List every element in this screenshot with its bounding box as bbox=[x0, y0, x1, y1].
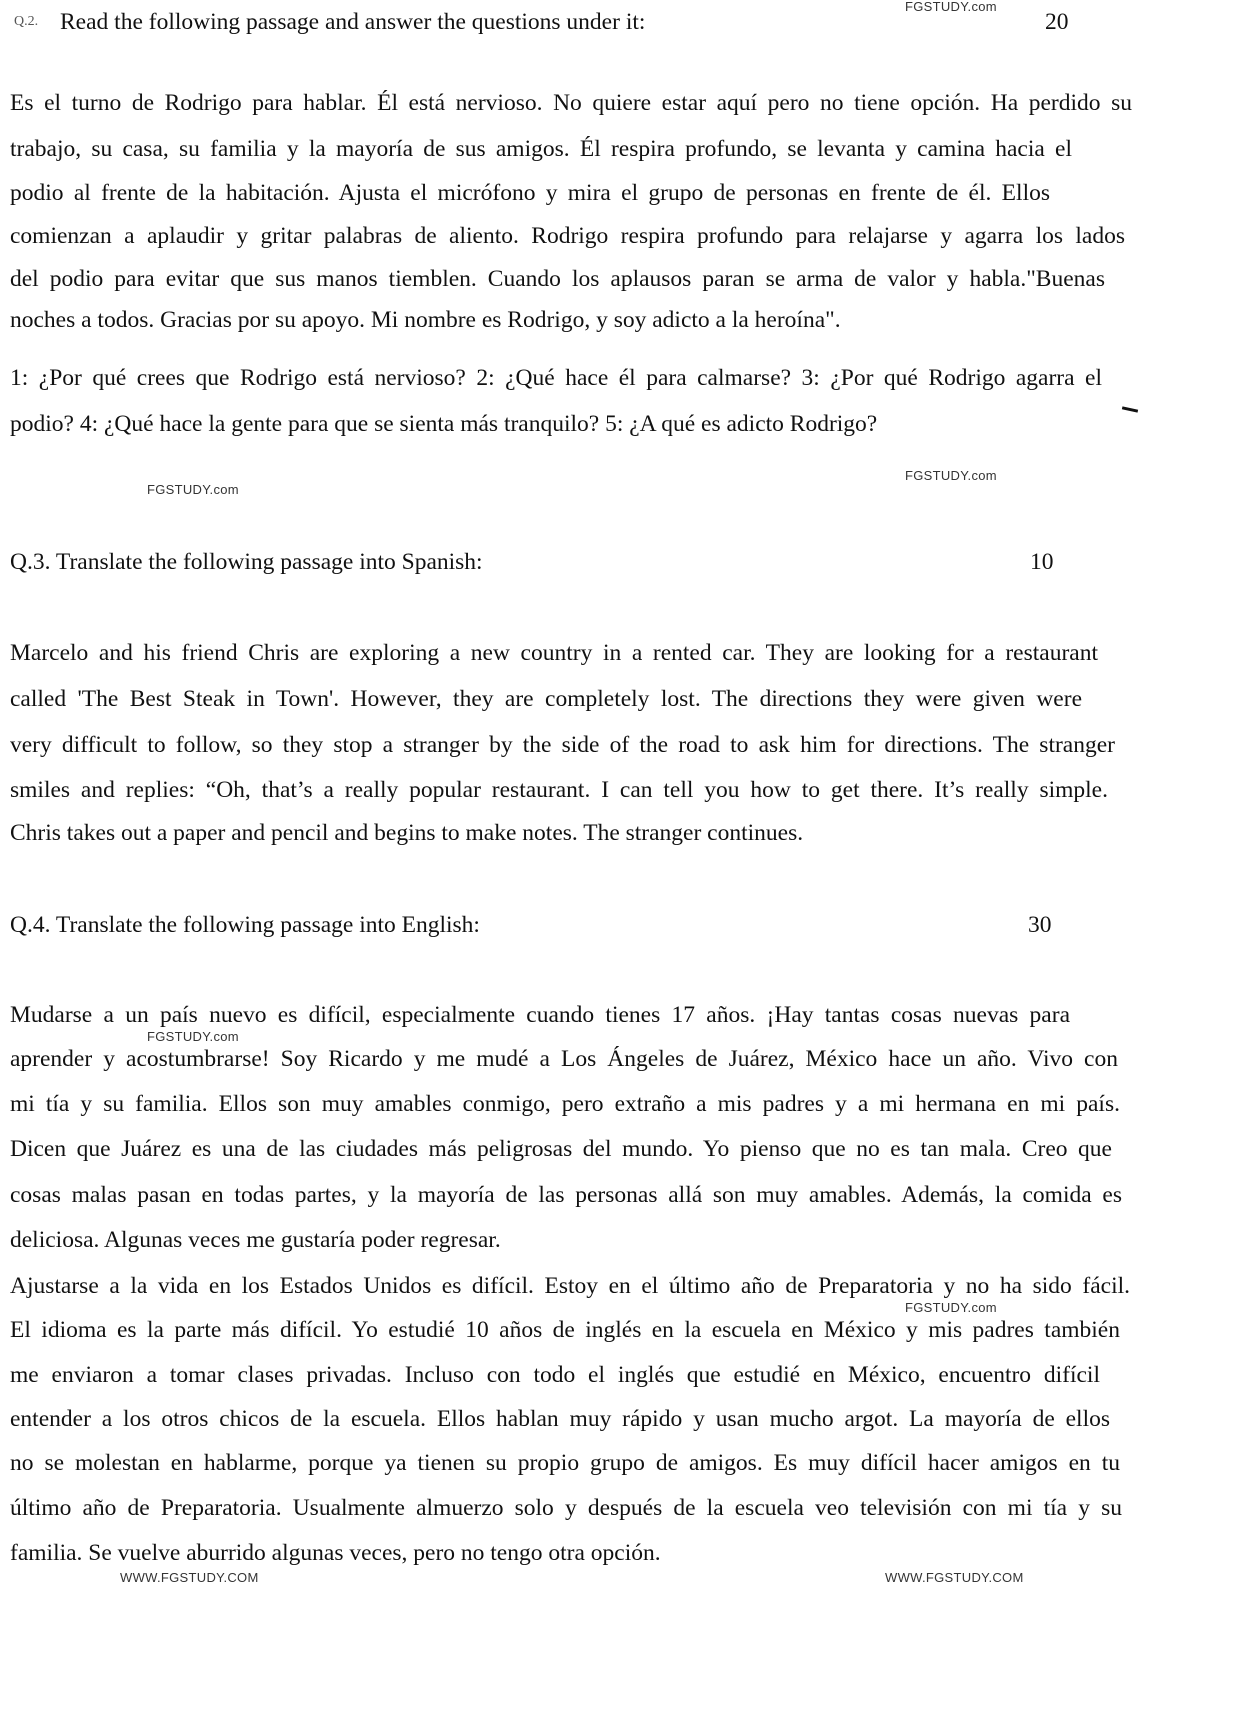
question-4-title: Q.4. Translate the following passage into English: bbox=[10, 912, 480, 938]
question-line: podio? 4: ¿Qué hace la gente para que se sienta más tranquilo? 5: ¿A qué es adicto Rodrigo? bbox=[10, 411, 878, 437]
passage-line: mi tía y su familia. Ellos son muy amables conmigo, pero extraño a mis padres y a mi hermana en mi país. bbox=[10, 1091, 1120, 1117]
watermark: FGSTUDY.com bbox=[147, 1029, 239, 1044]
passage-line: cosas malas pasan en todas partes, y la mayoría de las personas allá son muy amables. Además, la comida es bbox=[10, 1182, 1122, 1208]
passage-line: entender a los otros chicos de la escuela. Ellos hablan muy rápido y usan mucho argot. La mayoría de ellos bbox=[10, 1406, 1110, 1432]
passage-line: del podio para evitar que sus manos tiemblen. Cuando los aplausos paran se arma de valor y habla."Buenas bbox=[10, 266, 1105, 292]
question-3-marks: 10 bbox=[1030, 549, 1054, 575]
passage-line: Chris takes out a paper and pencil and begins to make notes. The stranger continues. bbox=[10, 820, 804, 846]
passage-line: very difficult to follow, so they stop a stranger by the side of the road to ask him for directions. The stranger bbox=[10, 732, 1115, 758]
passage-line: Dicen que Juárez es una de las ciudades más peligrosas del mundo. Yo pienso que no es tan mala. Creo que bbox=[10, 1136, 1112, 1162]
watermark: WWW.FGSTUDY.COM bbox=[120, 1570, 259, 1585]
passage-line: Mudarse a un país nuevo es difícil, especialmente cuando tienes 17 años. ¡Hay tantas cosas nuevas para bbox=[10, 1002, 1070, 1028]
watermark: FGSTUDY.com bbox=[147, 482, 239, 497]
watermark: FGSTUDY.com bbox=[905, 468, 997, 483]
question-2-title: Read the following passage and answer the questions under it: bbox=[60, 9, 646, 35]
passage-line: called 'The Best Steak in Town'. However, they are completely lost. The directions they were given were bbox=[10, 686, 1082, 712]
passage-line: trabajo, su casa, su familia y la mayoría de sus amigos. Él respira profundo, se levanta y camina hacia el bbox=[10, 136, 1072, 162]
question-2-marks: 20 bbox=[1045, 9, 1069, 35]
passage-line: comienzan a aplaudir y gritar palabras de aliento. Rodrigo respira profundo para relajarse y agarra los lados bbox=[10, 223, 1125, 249]
passage-line: aprender y acostumbrarse! Soy Ricardo y me mudé a Los Ángeles de Juárez, México hace un año. Vivo con bbox=[10, 1046, 1118, 1072]
scan-mark bbox=[1122, 406, 1138, 412]
passage-line: deliciosa. Algunas veces me gustaría poder regresar. bbox=[10, 1227, 501, 1253]
passage-line: Es el turno de Rodrigo para hablar. Él está nervioso. No quiere estar aquí pero no tiene opción. Ha perdido su bbox=[10, 90, 1132, 116]
watermark: WWW.FGSTUDY.COM bbox=[885, 1570, 1024, 1585]
passage-line: me enviaron a tomar clases privadas. Incluso con todo el inglés que estudié en México, encuentro difícil bbox=[10, 1362, 1100, 1388]
passage-line: último año de Preparatoria. Usualmente almuerzo solo y después de la escuela veo televisión con mi tía y su bbox=[10, 1495, 1122, 1521]
passage-line: smiles and replies: “Oh, that’s a really popular restaurant. I can tell you how to get there. It’s really simple. bbox=[10, 777, 1108, 803]
passage-line: Marcelo and his friend Chris are exploring a new country in a rented car. They are looking for a restaurant bbox=[10, 640, 1098, 666]
watermark: FGSTUDY.com bbox=[905, 0, 997, 14]
passage-line: podio al frente de la habitación. Ajusta el micrófono y mira el grupo de personas en frente de él. Ellos bbox=[10, 180, 1050, 206]
passage-line: El idioma es la parte más difícil. Yo estudié 10 años de inglés en la escuela en México y mis padres también bbox=[10, 1317, 1120, 1343]
question-4-marks: 30 bbox=[1028, 912, 1052, 938]
passage-line: noches a todos. Gracias por su apoyo. Mi nombre es Rodrigo, y soy adicto a la heroína". bbox=[10, 307, 841, 333]
question-line: 1: ¿Por qué crees que Rodrigo está nervioso? 2: ¿Qué hace él para calmarse? 3: ¿Por qué Rodrigo agarra el bbox=[10, 365, 1102, 391]
question-number-prefix: Q.2. bbox=[14, 14, 39, 29]
passage-line: Ajustarse a la vida en los Estados Unidos es difícil. Estoy en el último año de Preparatoria y no ha sido fácil. bbox=[10, 1273, 1130, 1299]
watermark: FGSTUDY.com bbox=[905, 1300, 997, 1315]
passage-line: no se molestan en hablarme, porque ya tienen su propio grupo de amigos. Es muy difícil hacer amigos en tu bbox=[10, 1450, 1120, 1476]
passage-line: familia. Se vuelve aburrido algunas veces, pero no tengo otra opción. bbox=[10, 1540, 661, 1566]
question-3-title: Q.3. Translate the following passage into Spanish: bbox=[10, 549, 483, 575]
